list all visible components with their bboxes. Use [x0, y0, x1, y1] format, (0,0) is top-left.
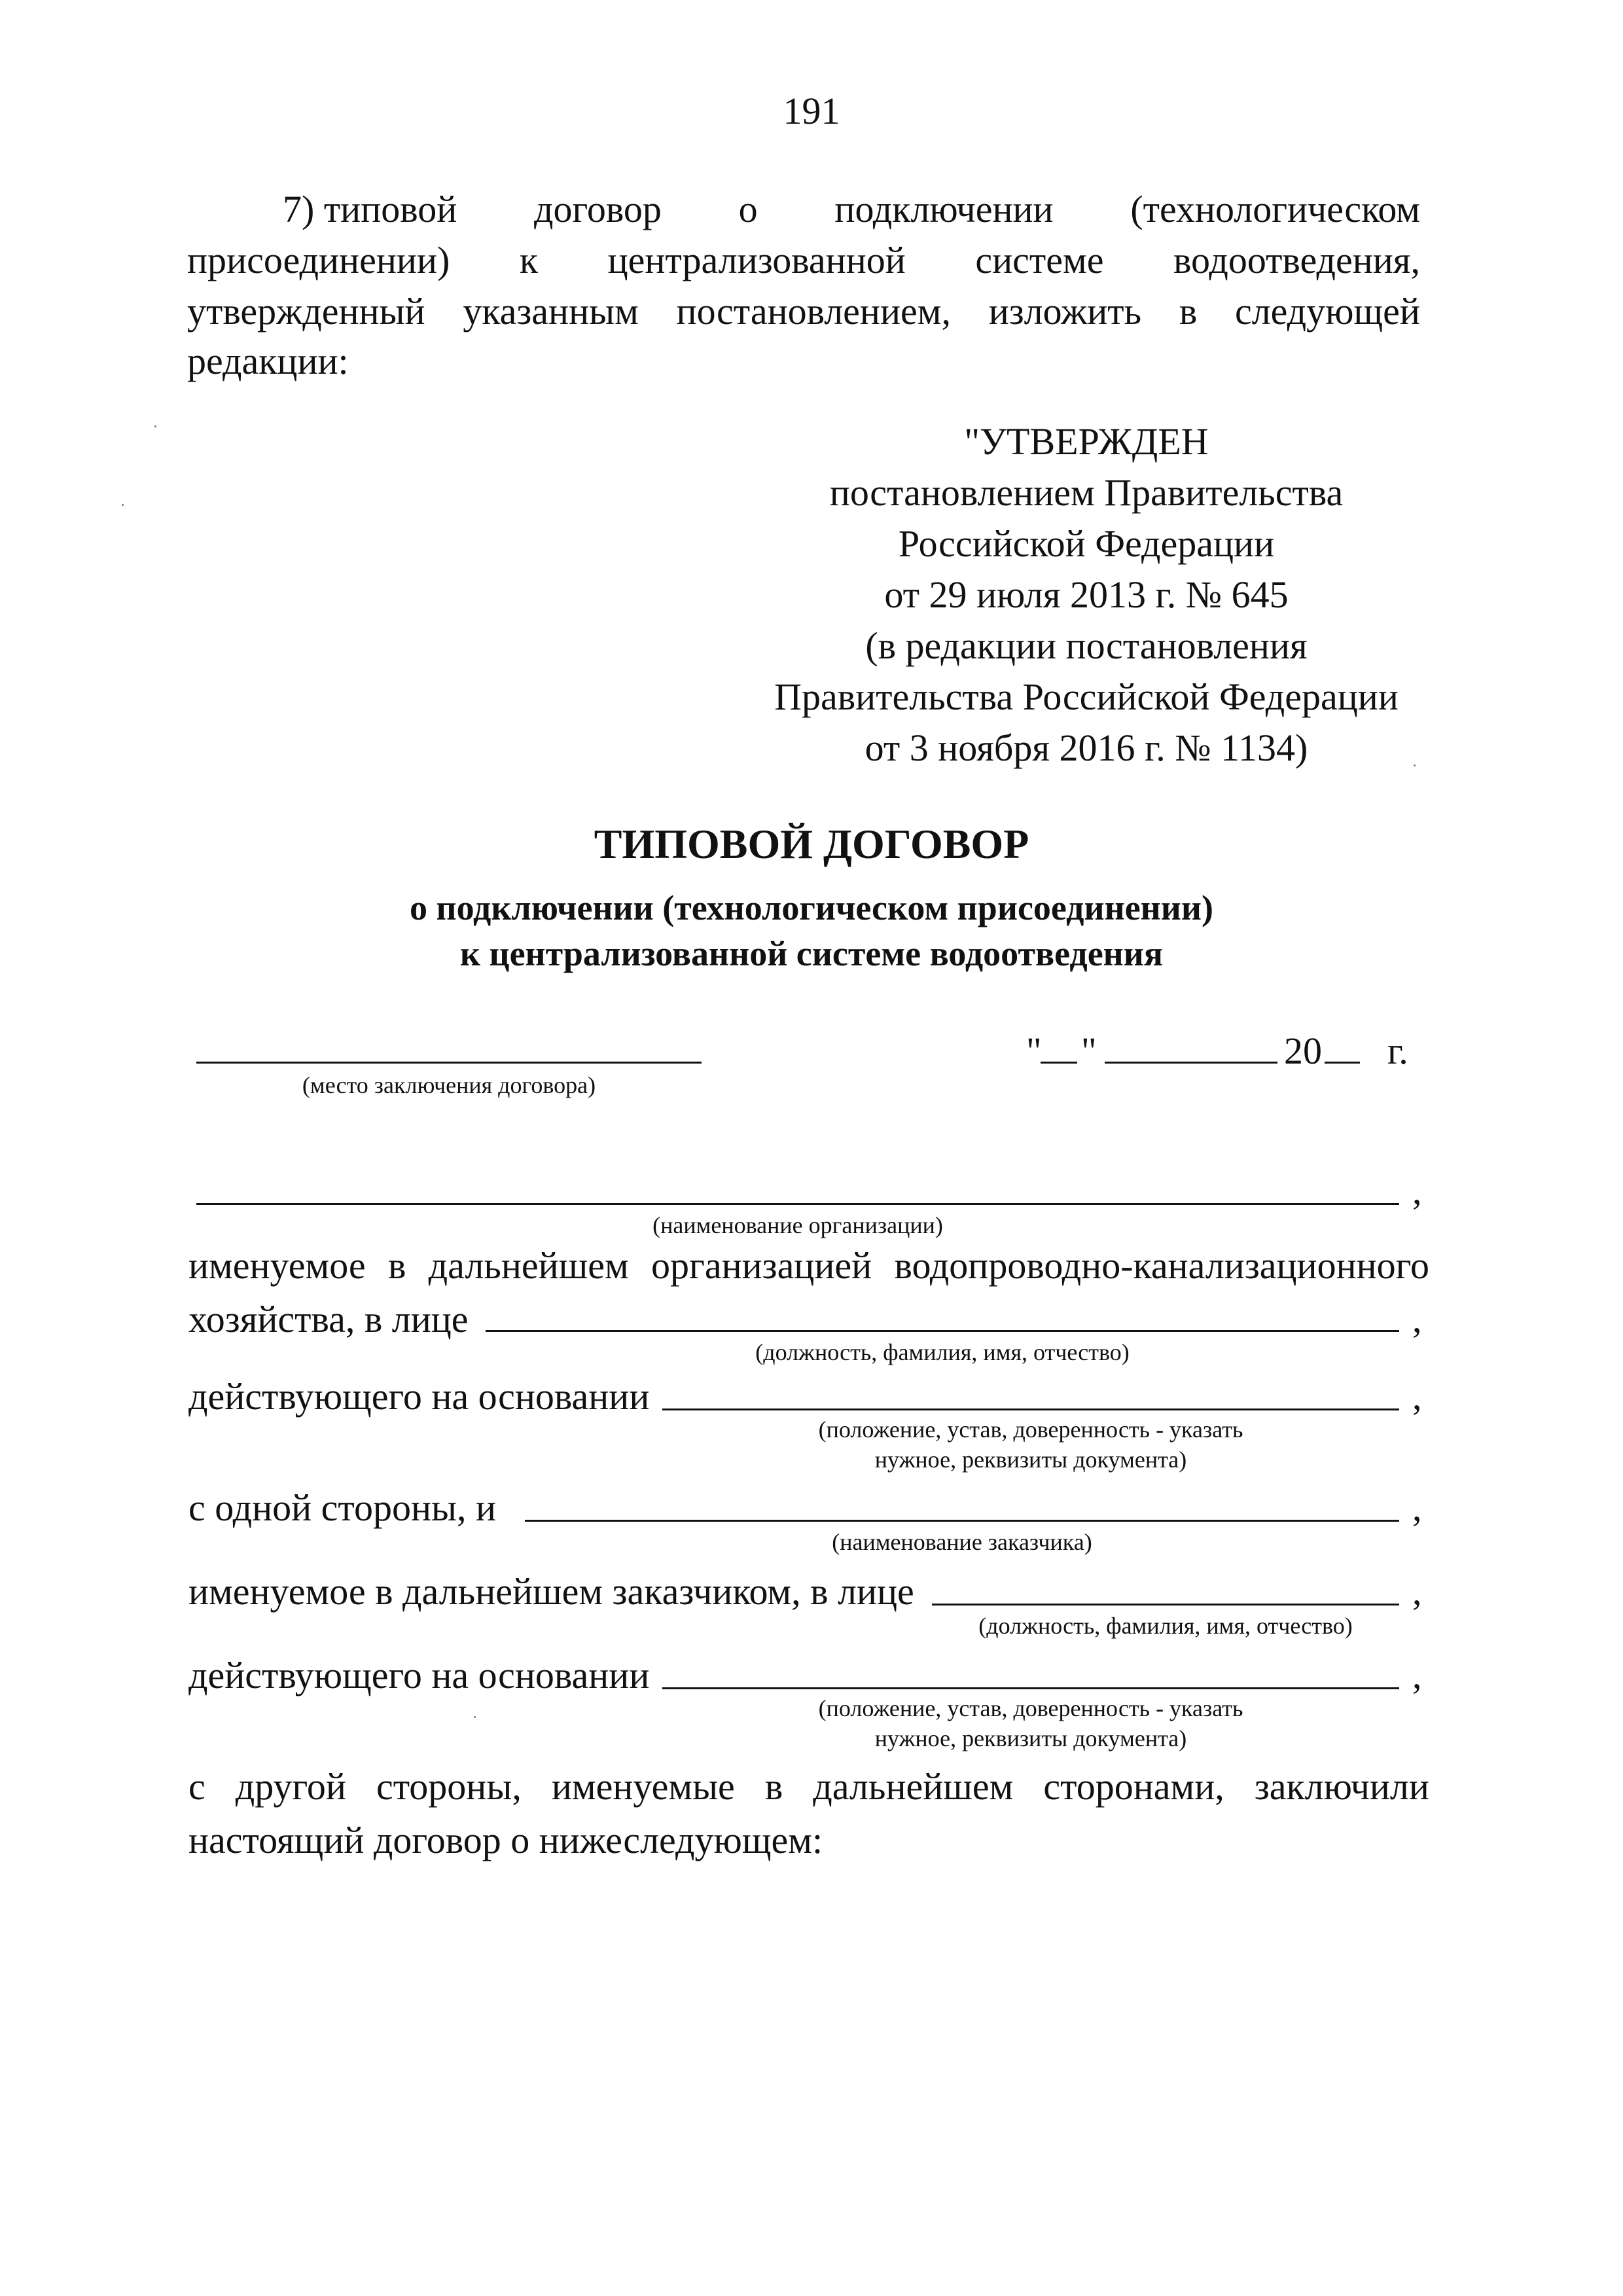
named-word: организацией [651, 1244, 872, 1287]
date-day-line[interactable] [1041, 1062, 1077, 1064]
intro-line-4: редакции: [187, 340, 349, 382]
document-subtitle-1: о подключении (технологическом присоединении) [410, 888, 1213, 927]
person-caption: (должность, фамилия, имя, отчество) [755, 1339, 1130, 1365]
intro-word: следующей [1235, 290, 1420, 332]
comma: , [1412, 1170, 1422, 1212]
approval-line: (в редакции постановления [865, 624, 1308, 667]
intro-line-2 [187, 238, 1420, 282]
basis-line[interactable] [662, 1408, 1399, 1410]
named-word: дальнейшем [428, 1244, 629, 1287]
person-line[interactable] [486, 1330, 1399, 1332]
date-quote-close: " [1081, 1030, 1097, 1072]
document-title: ТИПОВОЙ ДОГОВОР [594, 821, 1029, 867]
intro-word: (технологическом [1130, 188, 1420, 230]
customer-caption: (наименование заказчика) [832, 1529, 1092, 1555]
named-word: водопроводно-канализационного [894, 1244, 1429, 1287]
final-word: другой [235, 1765, 346, 1808]
approval-line: Российской Федерации [898, 522, 1275, 565]
date-quote-open: " [1026, 1030, 1042, 1072]
document-subtitle-2: к централизованной системе водоотведения [459, 934, 1164, 973]
one-side-label: с одной стороны, и [188, 1486, 497, 1529]
approval-line: от 3 ноября 2016 г. № 1134) [865, 726, 1308, 769]
comma: , [1412, 1486, 1422, 1529]
scan-speck [1414, 764, 1416, 766]
scan-speck [474, 1716, 476, 1718]
economy-label: хозяйства, в лице [188, 1298, 469, 1340]
final-word: именуемые [551, 1765, 735, 1808]
customer-person-line[interactable] [932, 1604, 1399, 1605]
final-word: в [764, 1765, 783, 1808]
basis-line-2[interactable] [662, 1687, 1399, 1689]
final-line-1 [188, 1765, 1429, 1808]
acting-label: действующего на основании [188, 1375, 650, 1418]
page-number: 191 [783, 90, 840, 132]
intro-word: централизованной [607, 239, 906, 281]
final-line-2: настоящий договор о нижеследующем: [188, 1819, 823, 1861]
customer-named-label: именуемое в дальнейшем заказчиком, в лице [188, 1570, 914, 1613]
intro-line-3 [187, 289, 1420, 333]
comma: , [1412, 1654, 1422, 1696]
final-word: дальнейшем [813, 1765, 1014, 1808]
intro-word: водоотведения, [1173, 239, 1420, 281]
date-year-line[interactable] [1325, 1062, 1360, 1064]
basis2-caption-2: нужное, реквизиты документа) [874, 1725, 1187, 1751]
basis-caption-2: нужное, реквизиты документа) [874, 1446, 1187, 1473]
intro-word: о [738, 188, 758, 230]
basis2-caption-1: (положение, устав, доверенность - указать [818, 1695, 1243, 1721]
approval-line: от 29 июля 2013 г. № 645 [884, 573, 1289, 616]
intro-word: системе [975, 239, 1104, 281]
scan-speck [122, 504, 124, 506]
date-year-prefix: 20 [1284, 1030, 1322, 1072]
place-line[interactable] [196, 1062, 702, 1064]
intro-word: договор [534, 188, 662, 230]
intro-word: в [1179, 290, 1198, 332]
approval-line: постановлением Правительства [829, 471, 1344, 514]
approval-block [759, 416, 1414, 774]
final-word: стороны, [376, 1765, 522, 1808]
customer-person-caption: (должность, фамилия, имя, отчество) [978, 1613, 1353, 1639]
comma: , [1412, 1570, 1422, 1613]
intro-line-1 [283, 187, 1420, 231]
approval-line: "УТВЕРЖДЕН [964, 420, 1209, 463]
place-caption: (место заключения договора) [302, 1072, 596, 1098]
customer-name-line[interactable] [525, 1520, 1399, 1522]
organization-name-line[interactable] [196, 1203, 1399, 1205]
date-month-line[interactable] [1105, 1062, 1277, 1064]
named-word: именуемое [188, 1244, 366, 1287]
intro-word: указанным [463, 290, 639, 332]
intro-word: утвержденный [187, 290, 425, 332]
named-word: в [387, 1244, 406, 1287]
intro-word: к [519, 239, 539, 281]
scan-speck [154, 425, 156, 427]
intro-word: изложить [988, 290, 1142, 332]
intro-word: подключении [834, 188, 1054, 230]
acting-label-2: действующего на основании [188, 1654, 650, 1696]
intro-word: постановлением, [676, 290, 951, 332]
organization-caption: (наименование организации) [652, 1212, 943, 1238]
comma: , [1412, 1375, 1422, 1418]
date-year-suffix: г. [1387, 1030, 1408, 1072]
comma: , [1412, 1298, 1422, 1340]
intro-word: 7) типовой [283, 188, 457, 230]
named-line [188, 1244, 1429, 1287]
final-word: сторонами, [1043, 1765, 1224, 1808]
intro-word: присоединении) [187, 239, 450, 281]
basis-caption-1: (положение, устав, доверенность - указать [818, 1416, 1243, 1443]
final-word: с [188, 1765, 205, 1808]
final-word: заключили [1254, 1765, 1429, 1808]
approval-line: Правительства Российской Федерации [774, 675, 1399, 718]
